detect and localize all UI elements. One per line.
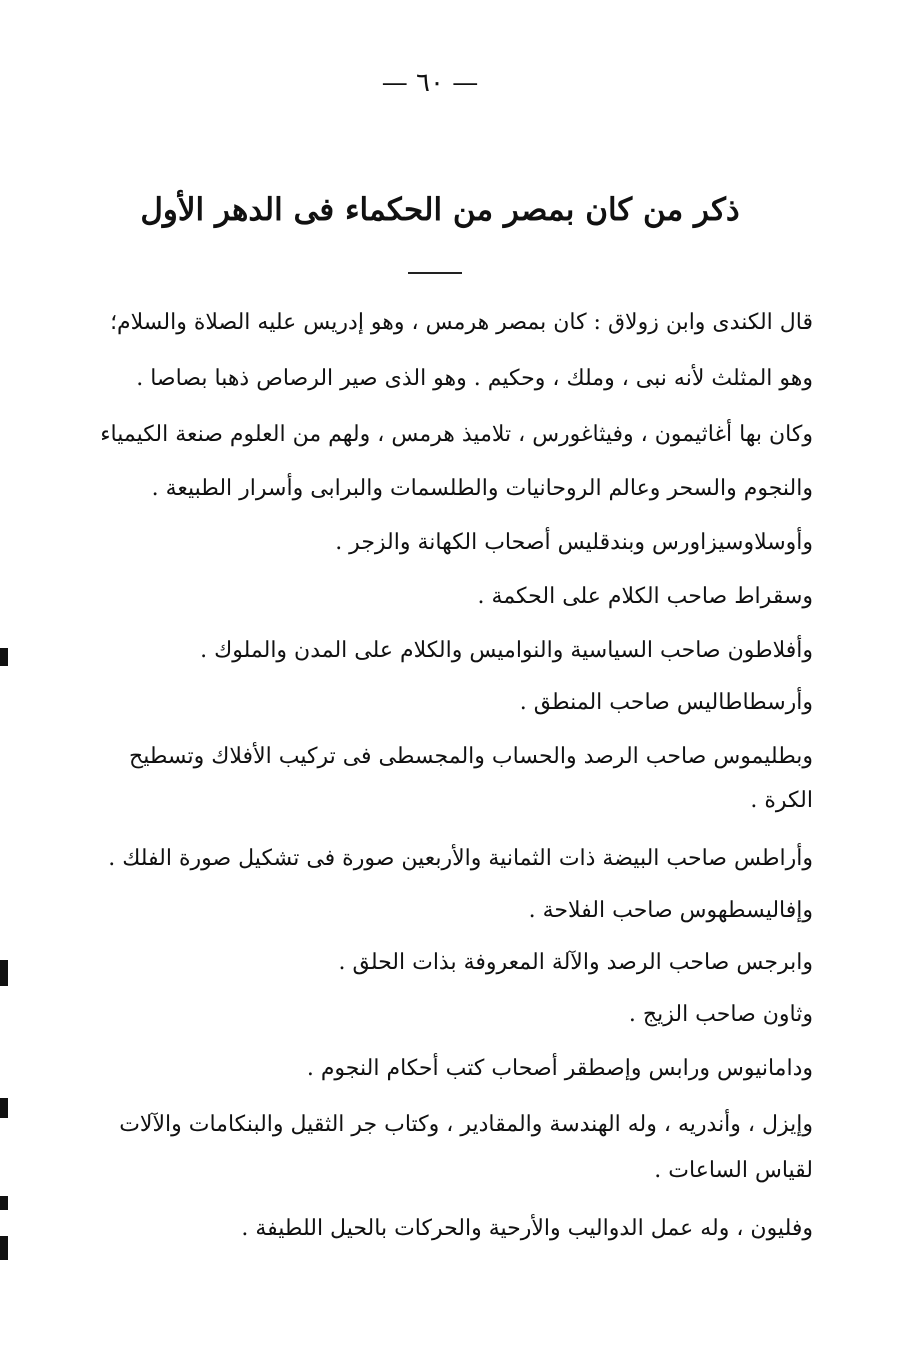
text-line: الكرة . bbox=[750, 788, 813, 813]
binding-mark bbox=[0, 1196, 8, 1210]
text-line: وبطليموس صاحب الرصد والحساب والمجسطى فى تركيب الأفلاك وتسطيح bbox=[129, 744, 813, 769]
page-number: — ٦٠ — bbox=[381, 68, 479, 98]
binding-mark bbox=[0, 1098, 8, 1118]
text-line: قال الكندى وابن زولاق : كان بمصر هرمس ، وهو إدريس عليه الصلاة والسلام؛ bbox=[110, 310, 813, 335]
text-line: وأراطس صاحب البيضة ذات الثمانية والأربعين صورة فى تشكيل صورة الفلك . bbox=[108, 846, 813, 871]
binding-mark bbox=[0, 648, 8, 666]
text-line: وثاون صاحب الزيج . bbox=[628, 1002, 813, 1027]
binding-mark bbox=[0, 1236, 8, 1260]
text-line: وأرسطاطاليس صاحب المنطق . bbox=[519, 690, 813, 715]
text-line: وهو المثلث لأنه نبى ، وملك ، وحكيم . وهو الذى صير الرصاص ذهبا بصاصا . bbox=[136, 366, 813, 391]
text-line: وإيزل ، وأندريه ، وله الهندسة والمقادير ، وكتاب جر الثقيل والبنكامات والآلات bbox=[119, 1112, 813, 1137]
text-line: وابرجس صاحب الرصد والآلة المعروفة بذات الحلق . bbox=[338, 950, 813, 975]
title-divider bbox=[408, 272, 462, 274]
text-line: وأفلاطون صاحب السياسية والنواميس والكلام على المدن والملوك . bbox=[200, 638, 813, 663]
text-line: وسقراط صاحب الكلام على الحكمة . bbox=[477, 584, 813, 609]
text-line: والنجوم والسحر وعالم الروحانيات والطلسمات والبرابى وأسرار الطبيعة . bbox=[151, 476, 813, 501]
text-line: وأوسلاوسيزاورس وبندقليس أصحاب الكهانة والزجر . bbox=[335, 530, 813, 555]
binding-mark bbox=[0, 960, 8, 986]
text-line: لقياس الساعات . bbox=[654, 1158, 813, 1183]
text-line: وكان بها أغاثيمون ، وفيثاغورس ، تلاميذ هرمس ، ولهم من العلوم صنعة الكيمياء bbox=[100, 422, 813, 447]
text-line: وفليون ، وله عمل الدواليب والأرحية والحركات بالحيل اللطيفة . bbox=[241, 1216, 813, 1241]
section-title: ذكر من كان بمصر من الحكماء فى الدهر الأول bbox=[140, 192, 740, 228]
text-line: ودامانيوس ورابس وإصطقر أصحاب كتب أحكام النجوم . bbox=[306, 1056, 813, 1081]
text-line: وإفاليسطهوس صاحب الفلاحة . bbox=[528, 898, 813, 923]
